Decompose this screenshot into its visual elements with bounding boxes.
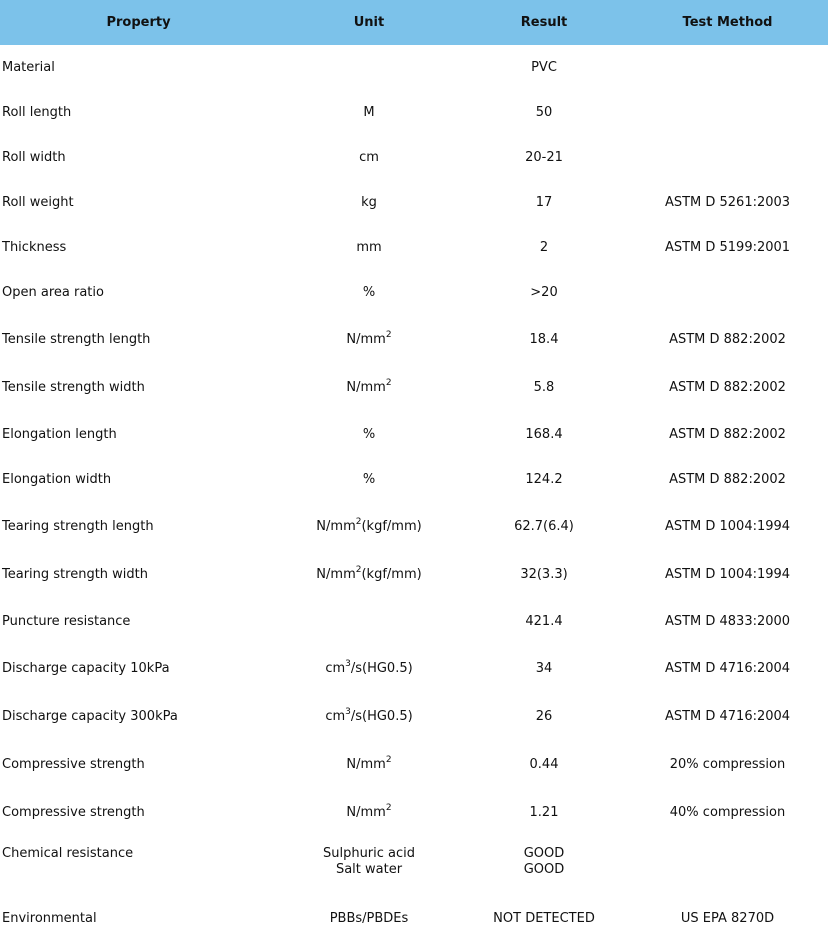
table-row xyxy=(0,836,828,893)
unit-superscript: 3 xyxy=(345,658,351,669)
table-row xyxy=(0,135,828,180)
unit-cell xyxy=(277,692,461,740)
property-cell: Roll weight xyxy=(2,195,74,210)
result-cell: 168.4 xyxy=(525,426,563,442)
table-row xyxy=(0,45,828,90)
result-cell: >20 xyxy=(530,285,558,300)
result-cell: 17 xyxy=(535,195,553,210)
property-cell: Chemical resistance xyxy=(2,846,134,861)
property-cell: Open area ratio xyxy=(2,285,104,300)
table-row xyxy=(0,457,828,502)
unit-cell: mm xyxy=(356,240,382,255)
unit-superscript: 2 xyxy=(385,329,392,340)
unit-cell xyxy=(277,740,461,788)
property-cell: Puncture resistance xyxy=(2,613,131,629)
result-cell: 1.21 xyxy=(529,804,559,820)
property-cell: Material xyxy=(2,60,55,75)
property-cell: Elongation width xyxy=(2,472,112,487)
result-cell: 20-21 xyxy=(525,150,563,165)
method-cell: 20% compression xyxy=(669,756,786,772)
unit-base: cm xyxy=(325,660,346,676)
unit-cell xyxy=(277,45,461,90)
result-line: GOOD xyxy=(523,862,565,877)
table-row xyxy=(0,502,828,550)
method-cell: 40% compression xyxy=(669,804,786,820)
unit-superscript: 2 xyxy=(355,516,362,527)
method-cell: ASTM D 882:2002 xyxy=(669,472,786,487)
result-cell: 32(3.3) xyxy=(520,566,568,582)
unit-cell: % xyxy=(362,285,376,300)
unit-superscript: 2 xyxy=(355,564,362,575)
method-cell xyxy=(627,135,828,180)
method-cell: US EPA 8270D xyxy=(680,911,775,926)
unit-cell xyxy=(277,550,461,598)
method-cell: ASTM D 4716:2004 xyxy=(664,660,791,676)
result-cell: 421.4 xyxy=(525,613,563,629)
method-cell: ASTM D 5199:2001 xyxy=(664,240,791,255)
result-cell: 18.4 xyxy=(529,331,559,347)
table-row xyxy=(0,225,828,270)
method-cell: ASTM D 5261:2003 xyxy=(664,195,791,210)
unit-cell xyxy=(277,363,461,411)
unit-base: N/mm xyxy=(346,804,386,820)
unit-superscript: 2 xyxy=(385,377,392,388)
method-cell: ASTM D 1004:1994 xyxy=(664,566,791,582)
table-row xyxy=(0,692,828,740)
unit-base: N/mm xyxy=(346,379,386,395)
result-cell: 0.44 xyxy=(529,756,559,772)
unit-cell: % xyxy=(362,472,376,487)
table-row xyxy=(0,180,828,225)
header-test-method: Test Method xyxy=(682,15,773,30)
property-cell: Roll width xyxy=(2,150,66,165)
property-cell: Tearing strength width xyxy=(2,566,148,582)
unit-base: N/mm xyxy=(316,518,356,534)
property-cell: Tensile strength width xyxy=(2,379,145,395)
method-cell xyxy=(627,90,828,135)
unit-cell xyxy=(277,644,461,692)
unit-cell: kg xyxy=(361,195,377,210)
property-cell: Tearing strength length xyxy=(2,518,154,534)
unit-base: N/mm xyxy=(346,331,386,347)
table-row xyxy=(0,788,828,836)
method-cell xyxy=(627,836,828,893)
result-cell: 50 xyxy=(535,105,553,120)
unit-tail: /s(HG0.5) xyxy=(350,708,413,724)
unit-cell: PBBs/PBDEs xyxy=(329,911,409,926)
result-cell: NOT DETECTED xyxy=(493,911,595,926)
unit-cell xyxy=(277,315,461,363)
result-cell: 34 xyxy=(535,660,553,676)
method-cell xyxy=(627,45,828,90)
unit-line: Sulphuric acid xyxy=(322,846,416,861)
unit-cell: M xyxy=(363,105,375,120)
result-cell: 62.7(6.4) xyxy=(514,518,574,534)
unit-base: N/mm xyxy=(346,756,386,772)
unit-base: cm xyxy=(325,708,346,724)
result-cell: 26 xyxy=(535,708,553,724)
unit-superscript: 2 xyxy=(385,802,392,813)
unit-cell xyxy=(277,788,461,836)
result-cell xyxy=(461,836,627,893)
result-cell: 124.2 xyxy=(525,472,563,487)
table-row xyxy=(0,270,828,315)
unit-tail: /s(HG0.5) xyxy=(350,660,413,676)
table-row xyxy=(0,90,828,135)
property-cell: Environmental xyxy=(2,911,97,926)
method-cell: ASTM D 1004:1994 xyxy=(664,518,791,534)
table-row xyxy=(0,411,828,457)
header-unit: Unit xyxy=(353,15,385,30)
table-row xyxy=(0,740,828,788)
property-cell: Thickness xyxy=(2,240,67,255)
result-cell: 2 xyxy=(539,240,549,255)
table-row xyxy=(0,550,828,598)
header-result: Result xyxy=(520,15,568,30)
table-row xyxy=(0,598,828,644)
unit-cell: cm xyxy=(359,150,379,165)
property-cell: Discharge capacity 300kPa xyxy=(2,708,178,724)
unit-base: N/mm xyxy=(316,566,356,582)
property-cell: Elongation length xyxy=(2,426,117,442)
method-cell: ASTM D 882:2002 xyxy=(669,379,786,395)
table-header xyxy=(0,0,828,45)
unit-tail: (kgf/mm) xyxy=(361,518,422,534)
unit-cell xyxy=(277,598,461,644)
method-cell: ASTM D 4833:2000 xyxy=(664,613,791,629)
result-cell: PVC xyxy=(531,60,557,75)
result-line: GOOD xyxy=(523,846,565,861)
unit-superscript: 2 xyxy=(385,754,392,765)
table-row xyxy=(0,363,828,411)
property-cell: Discharge capacity 10kPa xyxy=(2,660,170,676)
result-cell: 5.8 xyxy=(533,379,555,395)
table-body xyxy=(0,45,828,944)
property-cell: Compressive strength xyxy=(2,804,145,820)
unit-cell: % xyxy=(362,426,376,442)
table-row xyxy=(0,644,828,692)
table-row xyxy=(0,315,828,363)
property-cell: Tensile strength length xyxy=(2,331,151,347)
property-cell: Roll length xyxy=(2,105,72,120)
unit-line: Salt water xyxy=(335,862,403,877)
method-cell: ASTM D 4716:2004 xyxy=(664,708,791,724)
unit-tail: (kgf/mm) xyxy=(361,566,422,582)
unit-cell xyxy=(277,836,461,893)
table-row xyxy=(0,893,828,944)
method-cell xyxy=(627,270,828,315)
unit-cell xyxy=(277,502,461,550)
method-cell: ASTM D 882:2002 xyxy=(669,426,786,442)
method-cell: ASTM D 882:2002 xyxy=(669,331,786,347)
header-property: Property xyxy=(106,15,171,30)
property-cell: Compressive strength xyxy=(2,756,145,772)
unit-superscript: 3 xyxy=(345,706,351,717)
